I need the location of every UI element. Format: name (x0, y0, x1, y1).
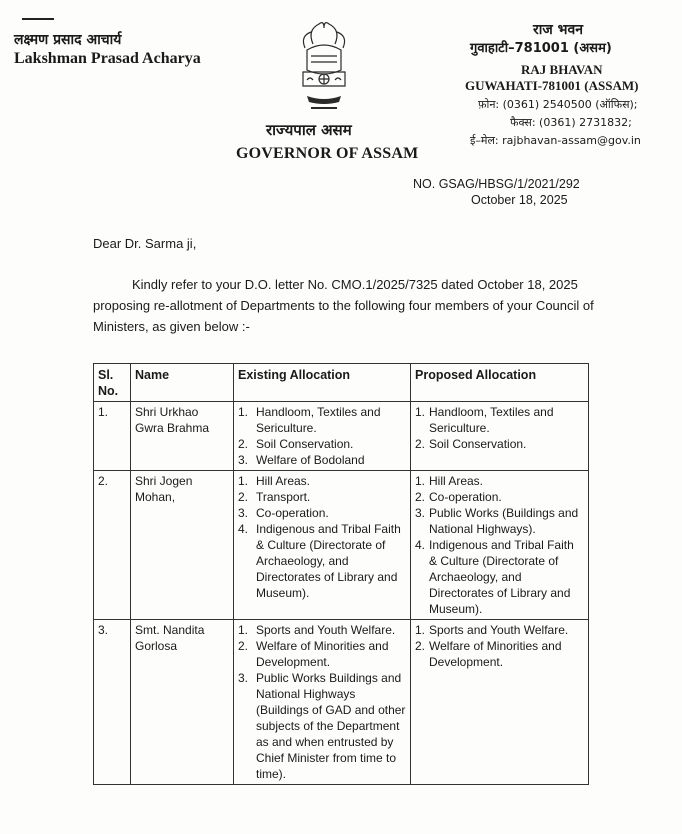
salutation: Dear Dr. Sarma ji, (93, 236, 197, 251)
existing-list (238, 404, 406, 468)
phone-number: फ़ोन: (0361) 2540500 (ऑफिस); (478, 98, 638, 111)
item-text: Soil Conservation. (256, 437, 354, 451)
state-emblem-icon (293, 14, 355, 114)
item-number: 2. (238, 639, 249, 653)
list-item (415, 505, 584, 537)
item-number: 1. (238, 474, 249, 488)
list-item (415, 436, 584, 452)
item-number: 1. (415, 623, 426, 637)
office-title-english: GOVERNOR OF ASSAM (236, 145, 419, 162)
item-number: 4. (415, 538, 426, 552)
existing-list (238, 473, 406, 601)
item-number: 1. (238, 405, 249, 419)
list-item (415, 622, 584, 638)
reference-number: NO. GSAG/HBSG/1/2021/292 (413, 177, 580, 191)
list-item (415, 638, 584, 670)
header-name: Name (131, 364, 234, 402)
item-text: Welfare of Minorities and Development. (429, 639, 562, 669)
cell-name: Shri Urkhao Gwra Brahma (131, 402, 234, 471)
cell-name: Smt. Nandita Gorlosa (131, 620, 234, 785)
item-text: Transport. (256, 490, 311, 504)
item-number: 3. (415, 506, 426, 520)
item-number: 2. (415, 639, 426, 653)
item-number: 1. (415, 474, 426, 488)
item-text: Sports and Youth Welfare. (256, 623, 396, 637)
list-item (415, 489, 584, 505)
item-text: Sports and Youth Welfare. (429, 623, 569, 637)
item-text: Soil Conservation. (429, 437, 527, 451)
list-item (238, 622, 406, 638)
list-item (415, 537, 584, 617)
table-row (94, 620, 589, 785)
table-row (94, 471, 589, 620)
cell-proposed (411, 402, 589, 471)
list-item (238, 404, 406, 436)
item-text: Indigenous and Tribal Faith & Culture (Directorate of Archaeology, and Directorates of Library and Museum). (256, 522, 401, 600)
item-text: Hill Areas. (429, 474, 484, 488)
list-item (238, 473, 406, 489)
table-header-row (94, 364, 589, 402)
item-text: Welfare of Bodoland (256, 453, 365, 467)
fax-number: फैक्स: (0361) 2731832; (510, 116, 632, 129)
item-number: 2. (238, 490, 249, 504)
list-item (238, 521, 406, 601)
decorative-dash (22, 18, 54, 20)
cell-existing (234, 620, 411, 785)
item-number: 3. (238, 453, 249, 467)
cell-existing (234, 402, 411, 471)
item-text: Public Works (Buildings and National Highways). (429, 506, 579, 536)
address-english-line2: GUWAHATI-781001 (ASSAM) (465, 78, 639, 93)
cell-proposed (411, 471, 589, 620)
email-address[interactable]: ई–मेल: rajbhavan-assam@gov.in (470, 134, 641, 147)
header-proposed: Proposed Allocation (411, 364, 589, 402)
table-row (94, 402, 589, 471)
cell-sl-no: 1. (94, 402, 131, 471)
item-text: Welfare of Minorities and Development. (256, 639, 389, 669)
existing-list (238, 622, 406, 782)
sender-name-english: Lakshman Prasad Acharya (14, 50, 201, 67)
address-english-line1: RAJ BHAVAN (521, 62, 603, 77)
list-item (238, 436, 406, 452)
address-hindi-line2: गुवाहाटी–781001 (असम) (470, 41, 612, 56)
item-number: 2. (415, 490, 426, 504)
item-text: Public Works Buildings and National Highways (Buildings of GAD and other subjects of the Department as and when entrusted by Chief Minister from time to time). (256, 671, 406, 781)
item-text: Indigenous and Tribal Faith & Culture (Directorate of Archaeology, and Directorates of Library and Museum). (429, 538, 574, 616)
item-text: Handloom, Textiles and Sericulture. (429, 405, 554, 435)
item-number: 1. (415, 405, 426, 419)
list-item (238, 505, 406, 521)
item-text: Handloom, Textiles and Sericulture. (256, 405, 381, 435)
item-number: 1. (238, 623, 249, 637)
office-title-hindi: राज्यपाल असम (266, 121, 352, 139)
item-number: 3. (238, 671, 249, 685)
sender-name-hindi: लक्ष्मण प्रसाद आचार्य (14, 32, 122, 48)
item-number: 4. (238, 522, 249, 536)
list-item (238, 452, 406, 468)
list-item (238, 670, 406, 782)
list-item (238, 489, 406, 505)
list-item (415, 404, 584, 436)
item-number: 3. (238, 506, 249, 520)
item-number: 2. (415, 437, 426, 451)
cell-sl-no: 2. (94, 471, 131, 620)
reference-date: October 18, 2025 (471, 193, 568, 207)
proposed-list (415, 622, 584, 670)
item-text: Co-operation. (429, 490, 502, 504)
cell-sl-no: 3. (94, 620, 131, 785)
address-hindi-line1: राज भवन (533, 22, 584, 38)
list-item (238, 638, 406, 670)
item-text: Co-operation. (256, 506, 329, 520)
header-sl-no: Sl. No. (94, 364, 131, 402)
proposed-list (415, 404, 584, 452)
letter-body: Kindly refer to your D.O. letter No. CMO.1/2025/7325 dated October 18, 2025 proposing re-allotment of Departments to the following four members of your Council of Ministers, as given below :- (93, 277, 594, 334)
item-number: 2. (238, 437, 249, 451)
allocation-table (93, 363, 589, 785)
list-item (415, 473, 584, 489)
cell-name: Shri Jogen Mohan, (131, 471, 234, 620)
cell-existing (234, 471, 411, 620)
item-text: Hill Areas. (256, 474, 311, 488)
header-existing: Existing Allocation (234, 364, 411, 402)
cell-proposed (411, 620, 589, 785)
proposed-list (415, 473, 584, 617)
